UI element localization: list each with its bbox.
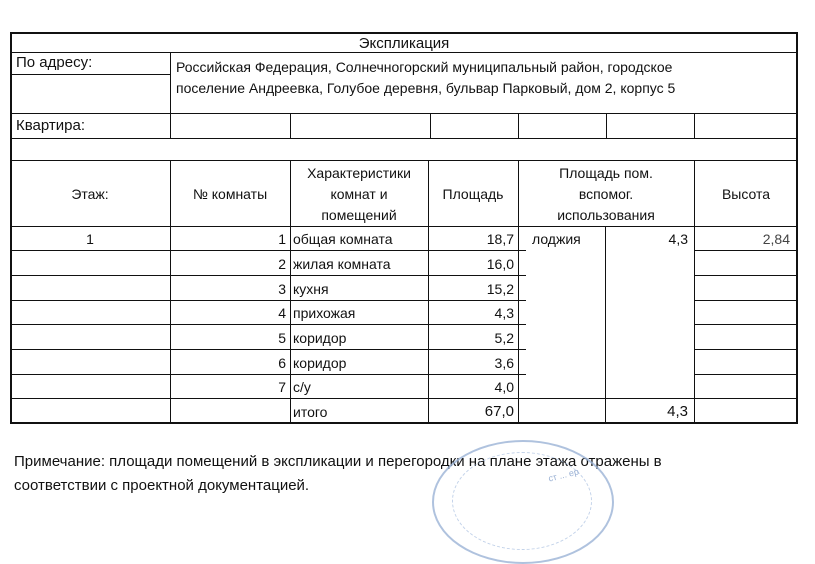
row-divider (10, 250, 526, 251)
room-area: 15,2 (486, 281, 514, 297)
col-divider (518, 113, 519, 138)
total-aux: 4,3 (667, 403, 688, 420)
room-area: 16,0 (486, 256, 514, 272)
header-area: Площадь (442, 186, 504, 202)
header-aux-area-1: Площадь пом. (559, 165, 653, 181)
total-label: итого (293, 404, 328, 420)
header-characteristics-1: Характеристики (307, 165, 411, 181)
room-area: 4,3 (494, 305, 514, 321)
note-line-1: Примечание: площади помещений в экспликации и перегородки на плане этажа отражены в (14, 453, 662, 470)
row-divider (10, 349, 526, 350)
room-area: 4,0 (494, 379, 514, 395)
row-divider (10, 398, 798, 399)
room-name: коридор (293, 330, 347, 346)
room-no: 7 (278, 379, 286, 395)
aux-value: 4,3 (668, 231, 688, 247)
address-label: По адресу: (16, 54, 93, 71)
room-area: 3,6 (494, 355, 514, 371)
address-line-1: Российская Федерация, Солнечногорский муниципальный район, городское (176, 59, 673, 75)
room-name: общая комната (293, 231, 393, 247)
row-divider (10, 374, 526, 375)
row-divider (10, 160, 798, 161)
row-divider (10, 74, 170, 75)
row-divider (694, 275, 798, 276)
row-divider (10, 52, 798, 53)
room-no: 5 (278, 330, 286, 346)
room-no: 1 (278, 231, 286, 247)
room-name: кухня (293, 281, 329, 297)
header-characteristics-2: комнат и (330, 186, 388, 202)
room-name: жилая комната (293, 256, 391, 272)
row-divider (694, 324, 798, 325)
aux-name: лоджия (532, 231, 581, 247)
row-divider (10, 113, 798, 114)
room-area: 5,2 (494, 330, 514, 346)
floor-value: 1 (86, 231, 94, 247)
room-name: коридор (293, 355, 347, 371)
row-divider (10, 275, 526, 276)
note-line-2: соответствии с проектной документацией. (14, 477, 310, 494)
row-divider (694, 374, 798, 375)
room-no: 4 (278, 305, 286, 321)
row-divider (10, 324, 526, 325)
address-line-2: поселение Андреевка, Голубое деревня, бульвар Парковый, дом 2, корпус 5 (176, 80, 676, 96)
row-divider (694, 349, 798, 350)
room-no: 2 (278, 256, 286, 272)
row-divider (694, 300, 798, 301)
room-name: прихожая (293, 305, 356, 321)
col-divider (290, 113, 291, 138)
header-room-no: № комнаты (192, 186, 268, 202)
note (14, 450, 794, 498)
row-divider (10, 138, 798, 139)
total-area: 67,0 (484, 403, 514, 420)
col-divider (170, 52, 171, 138)
header-aux-area-2: вспомог. (578, 186, 634, 202)
header-floor: Этаж: (71, 186, 109, 202)
apartment-label: Квартира: (16, 117, 85, 134)
room-no: 3 (278, 281, 286, 297)
row-divider (694, 250, 798, 251)
header-aux-area-3: использования (557, 207, 655, 223)
room-no: 6 (278, 355, 286, 371)
col-divider (430, 113, 431, 138)
header-characteristics-3: помещений (321, 207, 397, 223)
page-title: Экспликация (358, 35, 450, 52)
header-height: Высота (721, 186, 771, 202)
row-divider (10, 226, 798, 227)
room-name: с/у (293, 379, 311, 395)
col-divider (694, 113, 695, 138)
stamp-text: ст ... ер (547, 466, 580, 484)
row-divider (10, 300, 526, 301)
col-divider (605, 226, 606, 424)
room-area: 18,7 (486, 231, 514, 247)
height-value: 2,84 (762, 231, 790, 247)
col-divider (606, 113, 607, 138)
stamp-inner-ring (452, 452, 592, 550)
